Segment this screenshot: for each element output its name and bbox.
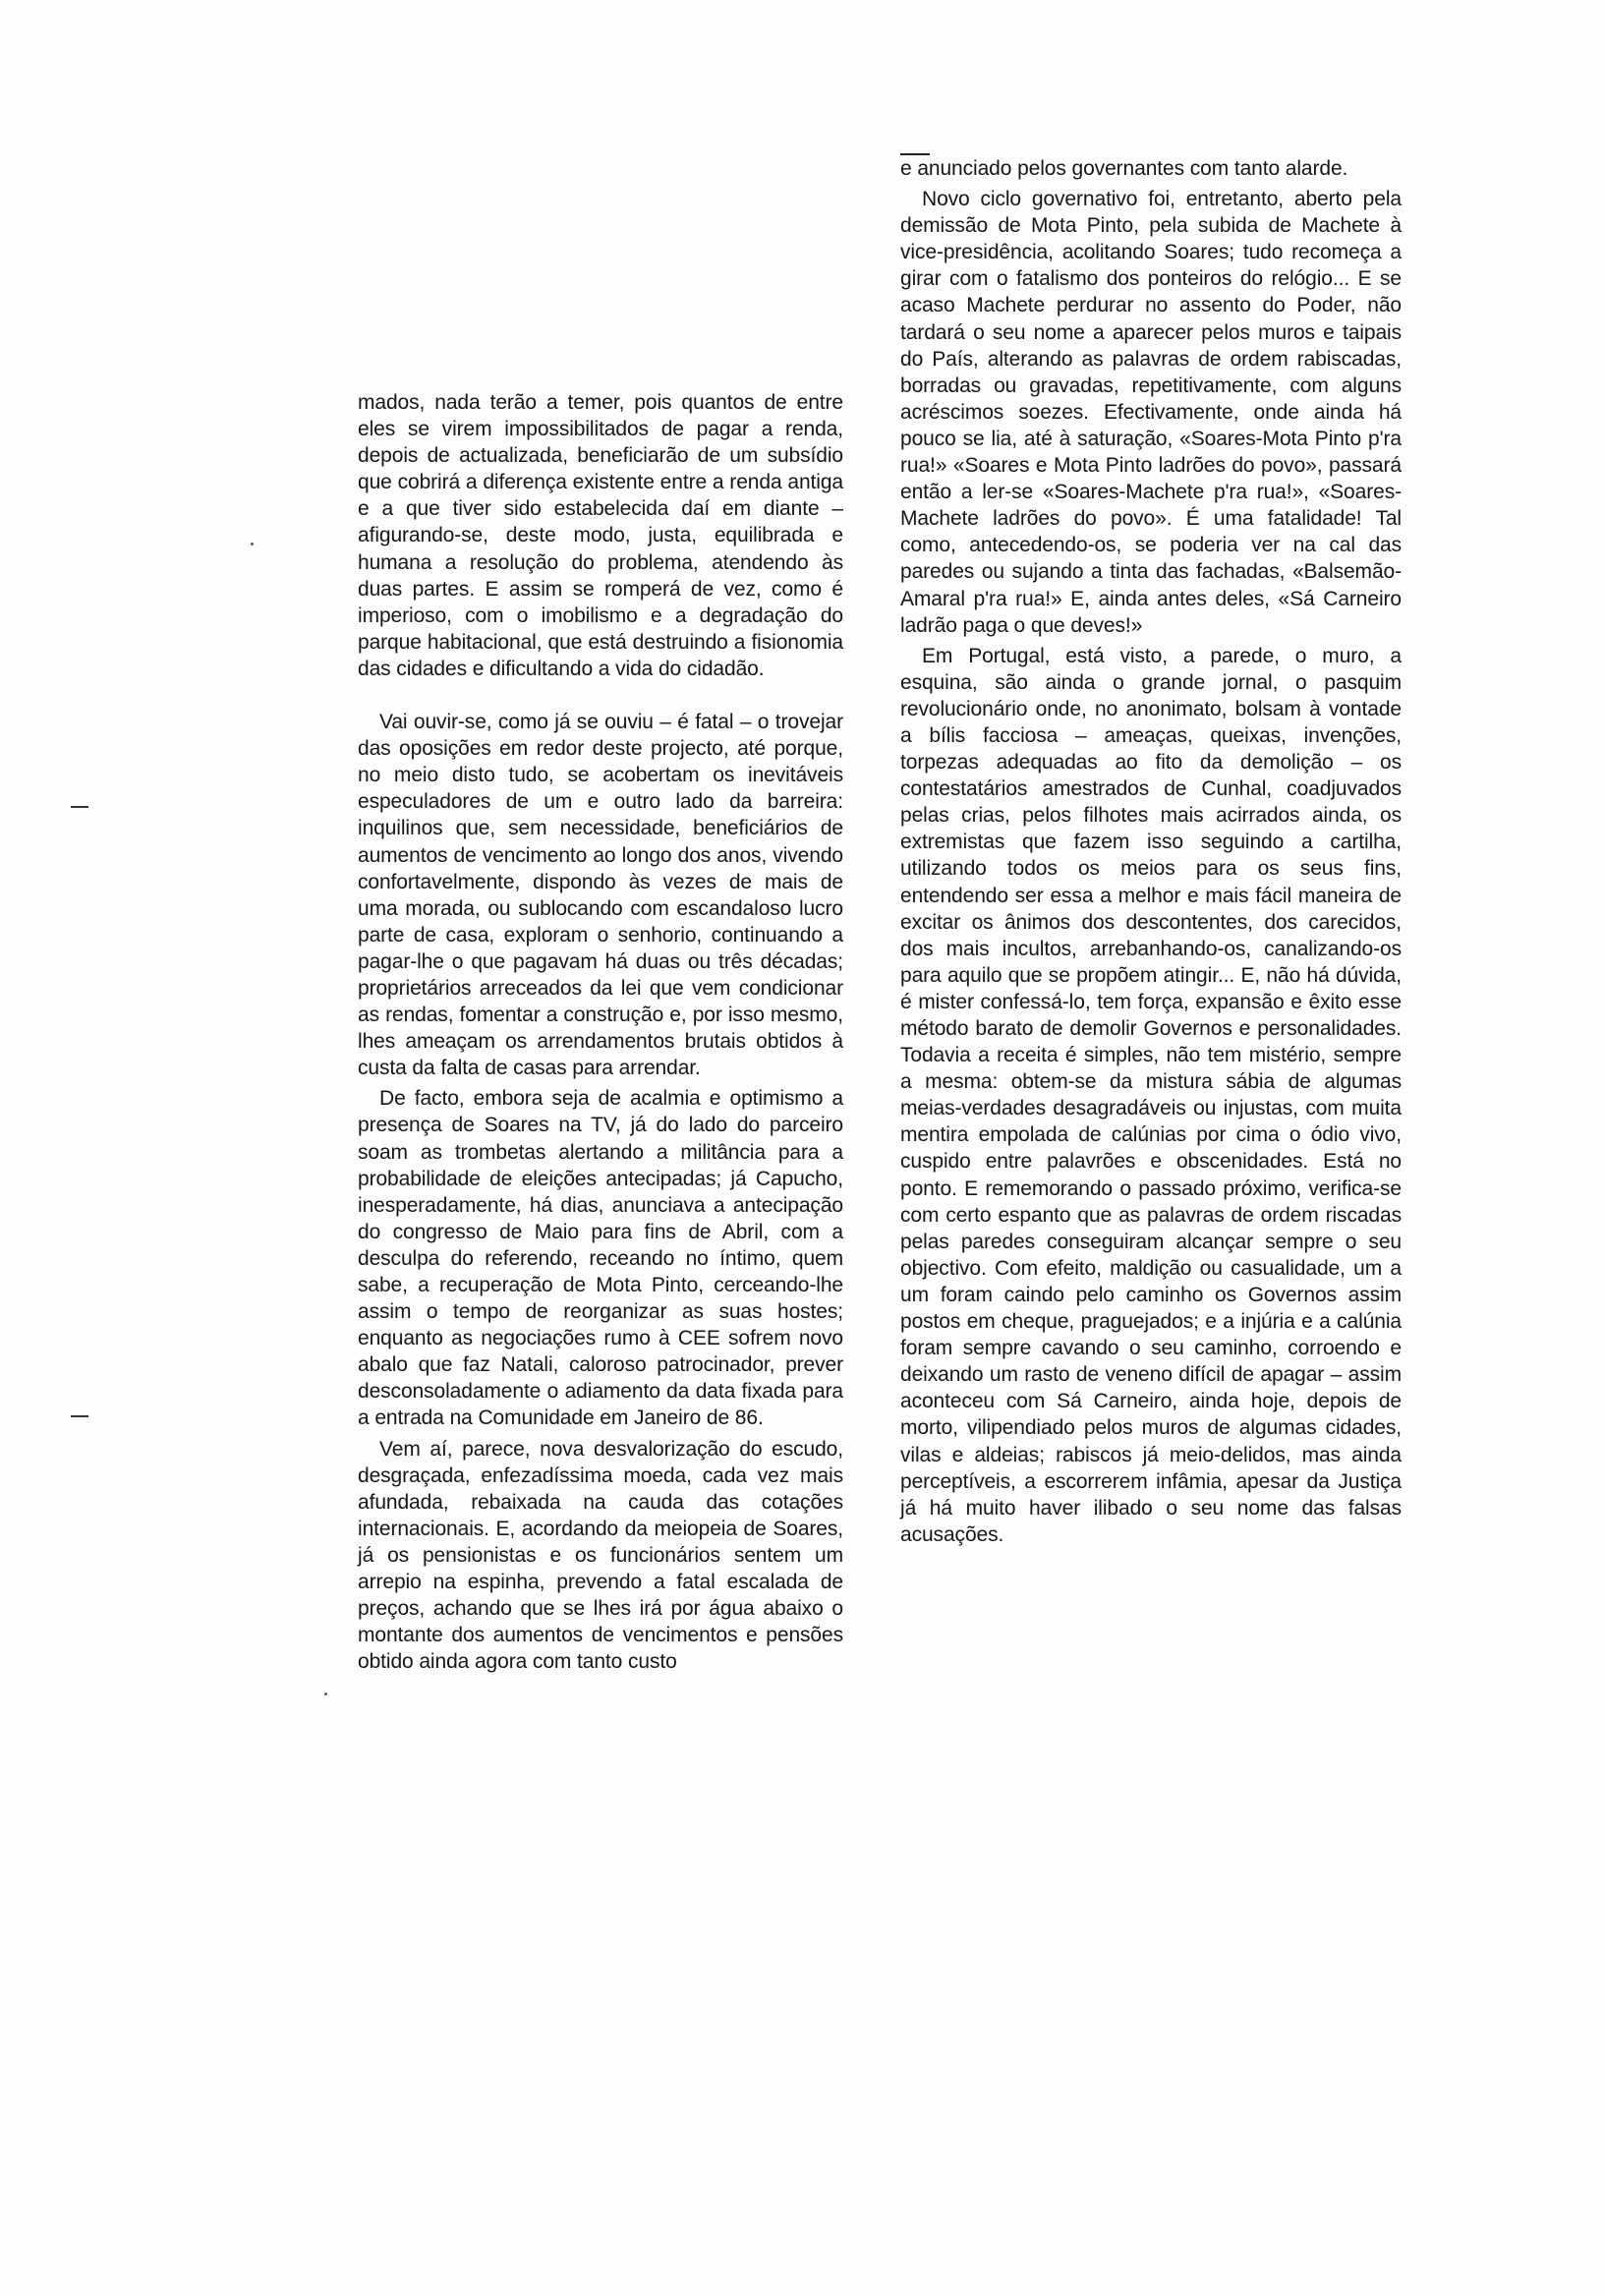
scan-speck (251, 543, 254, 545)
margin-mark (71, 1415, 88, 1417)
scan-speck (324, 1693, 327, 1695)
article-paragraph: Vai ouvir-se, como já se ouviu – é fatal – o trovejar das oposições em redor deste projecto, até porque, no meio disto tudo, se acobertam os inevitáveis especuladores de um e outro lado da barreira: inquilinos que, sem necessidade, beneficiários de aumentos de vencimento ao longo dos anos, vivendo confortavelmente, dispondo às vezes de mais de uma morada, ou sublocando com escandaloso lucro parte de casa, exploram o senhorio, continuando a pagar-lhe o que pagavam há duas ou três décadas; proprietários arreceados da lei que vem condicionar as rendas, fomentar a construção e, por isso mesmo, lhes ameaçam os arrendamentos brutais obtidos à custa da falta de casas para arrendar. (358, 711, 843, 1080)
article-paragraph: Novo ciclo governativo foi, entretanto, aberto pela demissão de Mota Pinto, pela subida de Machete à vice-presidência, acolitando Soares; tudo recomeça a girar com o fatalismo dos ponteiros do relógio... E se acaso Machete perdurar no assento do Poder, não tardará o seu nome a aparecer pelos muros e taipais do País, alterando as palavras de ordem rabiscadas, borradas ou gravadas, repetitivamente, com alguns acréscimos soezes. Efectivamente, onde ainda há pouco se lia, até à saturação, «Soares-Mota Pinto p'ra rua!» «Soares e Mota Pinto ladrões do povo», passará então a ler-se «Soares-Machete p'ra rua!», «Soares-Machete ladrões do povo». É uma fatalidade! Tal como, antecedendo-os, se poderia ver na cal das paredes ou sujando a tinta das fachadas, «Balsemão-Amaral p'ra rua!» E, ainda antes deles, «Sá Carneiro ladrão paga o que deves!» (900, 188, 1402, 637)
article-column-left (358, 389, 843, 1675)
article-paragraph: Em Portugal, está visto, a parede, o muro, a esquina, são ainda o grande jornal, o pasquim revolucionário onde, no anonimato, bolsam à vontade a bílis facciosa – ameaças, queixas, invenções, torpezas adequadas ao fito da demolição – os contestatários amestrados de Cunhal, coadjuvados pelas crias, pelos filhotes mais acirrados ainda, os extremistas que fazem isso seguindo a cartilha, utilizando todos os meios para os seus fins, entendendo ser essa a melhor e mais fácil maneira de excitar os ânimos dos descontentes, dos carecidos, dos mais incultos, arrebanhando-os, canalizando-os para aquilo que se propõem atingir... E, não há dúvida, é mister confessá-lo, tem força, expansão e êxito esse método barato de demolir Governos e personalidades. Todavia a receita é simples, não tem mistério, sempre a mesma: obtem-se da mistura sábia de algumas meias-verdades desagradáveis ou injustas, com muita mentira empolada de calúnias por cima o ódio vivo, cuspido entre palavrões e obscenidades. Está no ponto. E rememorando o passado próximo, verifica-se com certo espanto que as palavras de ordem riscadas pelas paredes conseguiram alcançar sempre o seu objectivo. Com efeito, maldição ou casualidade, um a um foram caindo pelo caminho os Governos assim postos em cheque, praguejados; e a injúria e a calúnia foram sempre cavando o seu caminho, corroendo e deixando um rasto de veneno difícil de apagar – assim aconteceu com Sá Carneiro, ainda hoje, depois de morto, vilipendiado pelos muros de algumas cidades, vilas e aldeias; rabiscos já meio-delidos, mas ainda perceptíveis, a escorrerem infâmia, apesar da Justiça já há muito haver ilibado o seu nome das falsas acusações. (900, 644, 1402, 1546)
article-paragraph: mados, nada terão a temer, pois quantos de entre eles se virem impossibilitados de pagar a renda, depois de actualizada, beneficiarão de um subsídio que cobrirá a diferença existente entre a renda antiga e a que tiver sido estabelecida daí em diante – afigurando-se, deste modo, justa, equilibrada e humana a resolução do problema, atendendo às duas partes. E assim se romperá de vez, como é imperioso, com o imobilismo e a degradação do parque habitacional, que está destruindo a fisionomia das cidades e dificultando a vida do cidadão. (358, 391, 843, 680)
margin-mark (71, 806, 88, 808)
article-paragraph: e anunciado pelos governantes com tanto alarde. (900, 157, 1348, 180)
article-column-right (900, 155, 1402, 1548)
article-paragraph: Vem aí, parece, nova desvalorização do escudo, desgraçada, enfezadíssima moeda, cada vez mais afundada, rebaixada na cauda das cotações internacionais. E, acordando da meiopeia de Soares, já os pensionistas e os funcionários sentem um arrepio na espinha, prevendo a fatal escalada de preços, achando que se lhes irá por água abaixo o montante dos aumentos de vencimentos e pensões obtido ainda agora com tanto custo (358, 1437, 843, 1674)
article-paragraph: De facto, embora seja de acalmia e optimismo a presença de Soares na TV, já do lado do parceiro soam as trombetas alertando a militância para a probabilidade de eleições antecipadas; já Capucho, inesperadamente, há dias, anunciava a antecipação do congresso de Maio para fins de Abril, com a desculpa do referendo, receando no íntimo, quem sabe, a recuperação de Mota Pinto, cerceando-lhe assim o tempo de reorganizar as suas hostes; enquanto as negociações rumo à CEE sofrem novo abalo que faz Natali, caloroso patrocinador, prever desconsoladamente o adiamento da data fixada para a entrada na Comunidade em Janeiro de 86. (358, 1087, 843, 1430)
